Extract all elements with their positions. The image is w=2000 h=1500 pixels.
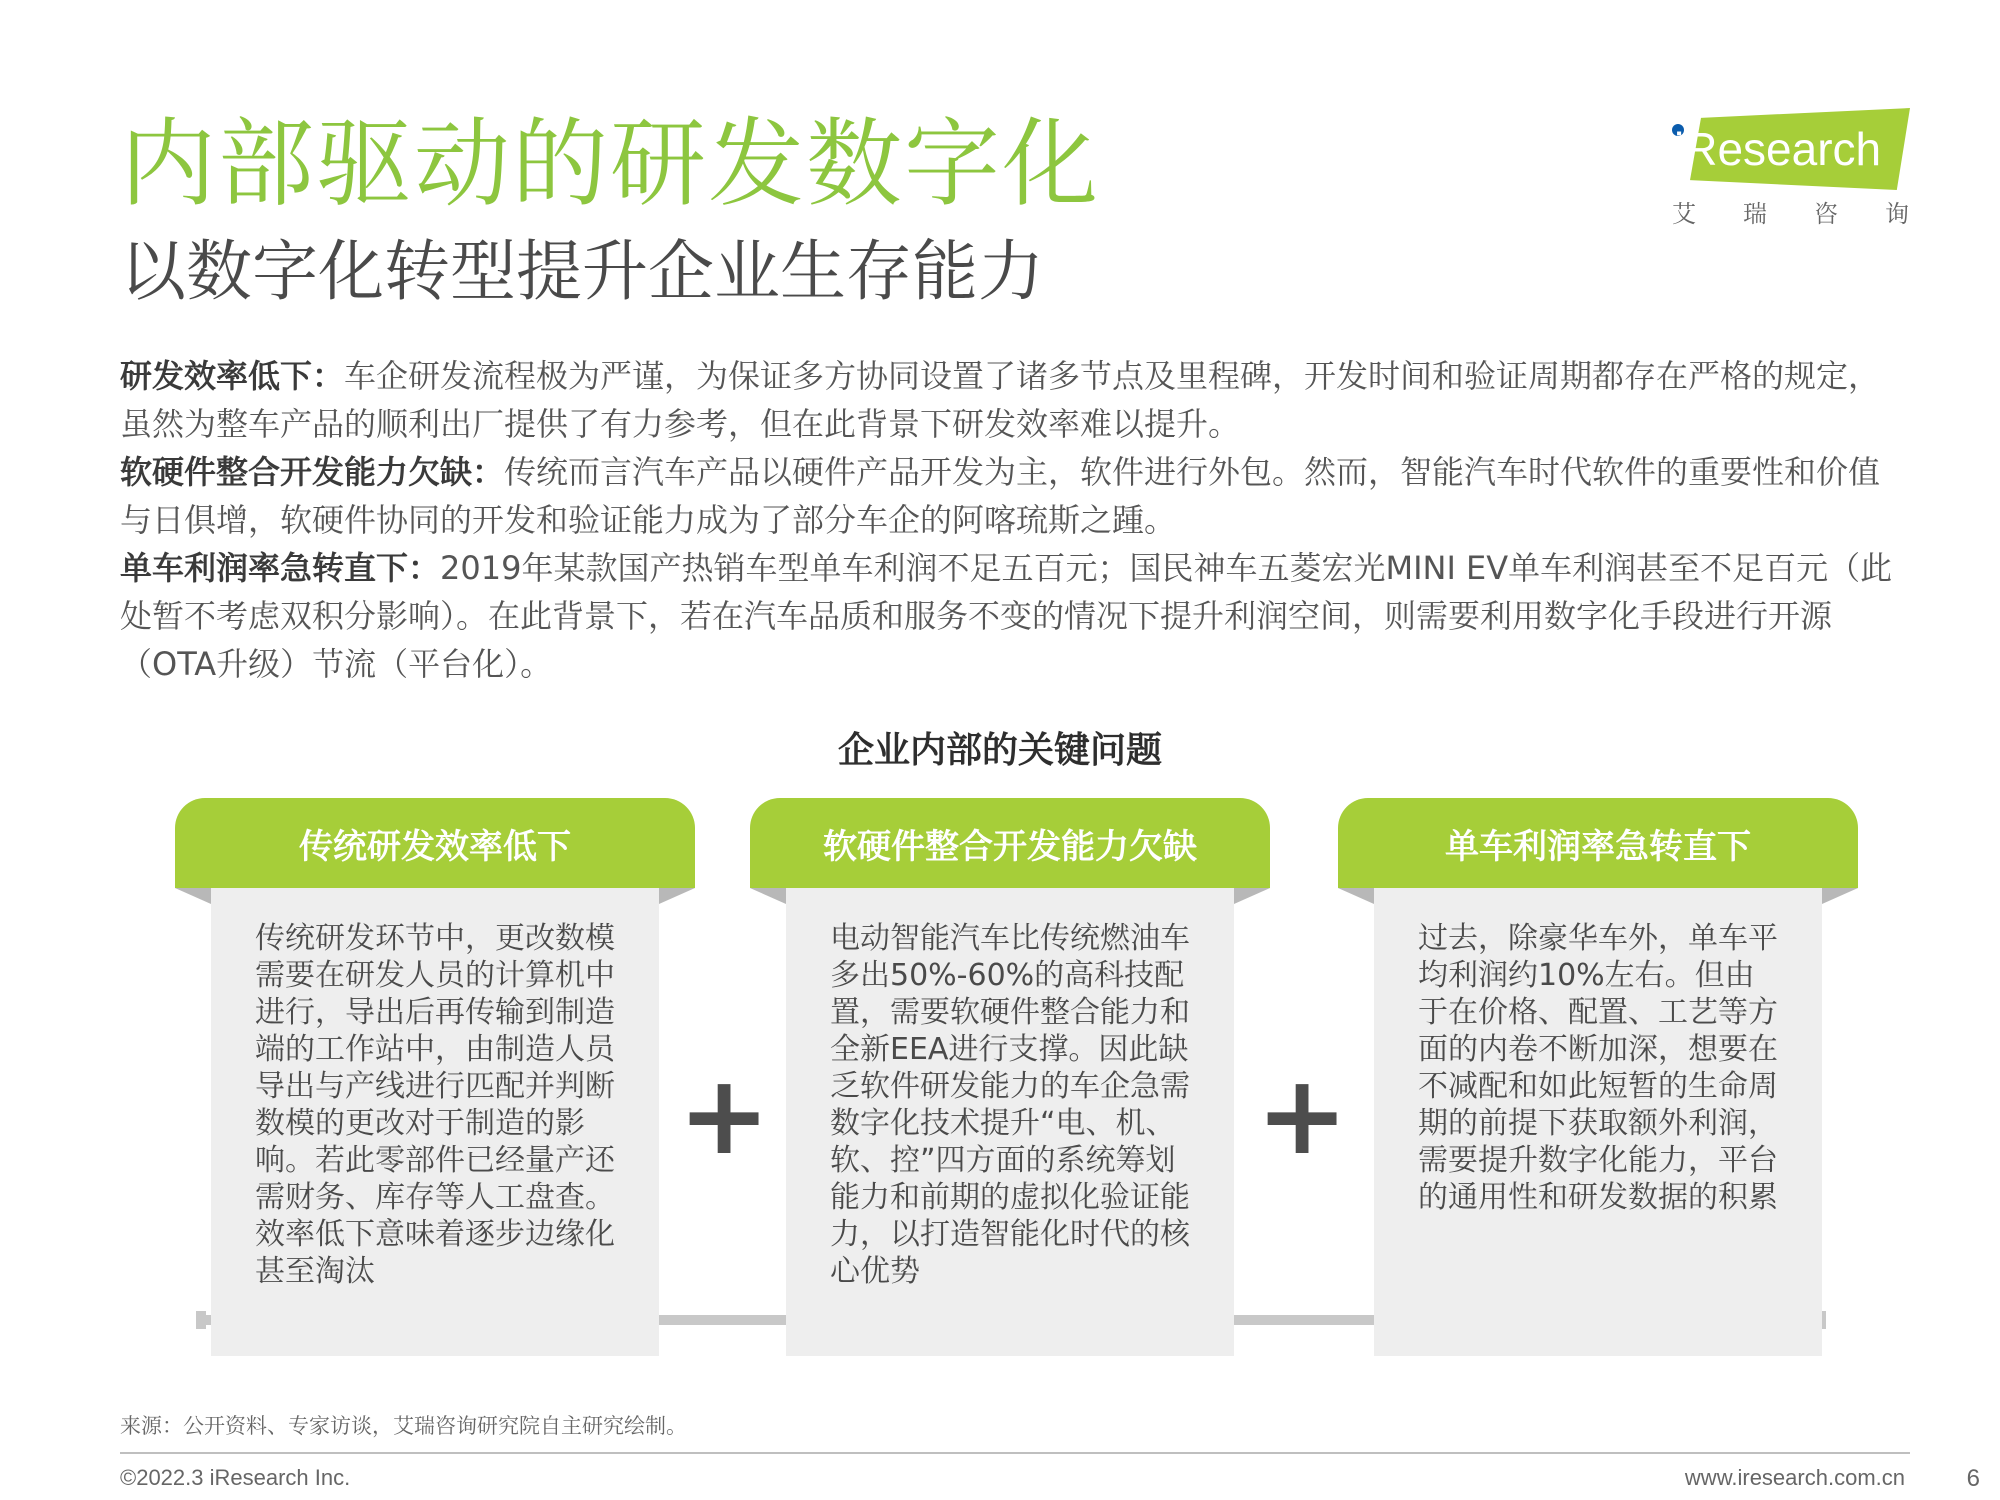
paragraph-body: 2019年某款国产热销车型单车利润不足五百元；国民神车五菱宏光MINI EV单车利润甚至不足百元（此处暂不考虑双积分影响）。在此背景下，若在汽车品质和服务不变的情况下提升利润空间，则需要利用数字化手段进行开源（OTA升级）节流（平台化）。	[120, 549, 1893, 683]
card-fold-left	[1338, 888, 1374, 904]
card-fold-left	[750, 888, 786, 904]
section-title: 企业内部的关键问题	[837, 730, 1162, 771]
card-header: 单车利润率急转直下	[1338, 798, 1858, 888]
card-fold-left	[175, 888, 211, 904]
source-note: 来源：公开资料、专家访谈，艾瑞咨询研究院自主研究绘制。	[120, 1414, 687, 1438]
paragraph-lead: 软硬件整合开发能力欠缺：	[120, 453, 505, 491]
logo-text: iResearch	[1674, 123, 1882, 175]
plus-icon: +	[678, 1051, 771, 1179]
paragraph-rd-efficiency	[120, 352, 1910, 448]
page-title: 内部驱动的研发数字化	[120, 108, 1100, 220]
logo-chinese-name: 艾瑞咨询	[1672, 200, 1956, 228]
paragraph-lead: 单车利润率急转直下：	[120, 549, 441, 587]
plus-icon: +	[1256, 1051, 1349, 1179]
paragraph-body: 传统而言汽车产品以硬件产品开发为主，软件进行外包。然而，智能汽车时代软件的重要性和价值与日俱增，软硬件协同的开发和验证能力成为了部分车企的阿喀琉斯之踵。	[120, 453, 1881, 539]
card-fold-right	[659, 888, 695, 904]
footer-divider	[120, 1452, 1910, 1454]
card-fold-right	[1234, 888, 1270, 904]
issue-card-rd-efficiency	[175, 798, 695, 1360]
intro-paragraphs	[120, 352, 1910, 688]
copyright-text: ©2022.3 iResearch Inc.	[120, 1465, 351, 1490]
card-text: 电动智能汽车比传统燃油车多出50%-60%的高科技配置，需要软硬件整合能力和全新EEA进行支撑。因此缺乏软件研发能力的车企急需数字化技术提升“电、机、软、控”四方面的系统筹划能力和前期的虚拟化验证能力，以打造智能化时代的核心优势	[830, 921, 1190, 1289]
card-text: 传统研发环节中，更改数模需要在研发人员的计算机中进行，导出后再传输到制造端的工作站中，由制造人员导出与产线进行匹配并判断数模的更改对于制造的影响。若此零部件已经量产还需财务、库存等人工盘查。效率低下意味着逐步边缘化甚至淘汰	[255, 921, 615, 1289]
card-header: 传统研发效率低下	[175, 798, 695, 888]
page-subtitle: 以数字化转型提升企业生存能力	[120, 233, 1044, 310]
paragraph-body: 车企研发流程极为严谨，为保证多方协同设置了诸多节点及里程碑，开发时间和验证周期都存在严格的规定，虽然为整车产品的顺利出厂提供了有力参考，但在此背景下研发效率难以提升。	[120, 357, 1881, 443]
paragraph-lead: 研发效率低下：	[120, 357, 345, 395]
card-header: 软硬件整合开发能力欠缺	[750, 798, 1270, 888]
issue-card-profit-margin	[1338, 798, 1858, 1360]
issue-card-software-hardware	[750, 798, 1270, 1360]
iresearch-logo	[1660, 104, 1956, 234]
card-fold-right	[1822, 888, 1858, 904]
paragraph-profit-margin	[120, 544, 1910, 688]
card-text: 过去，除豪华车外，单车平均利润约10%左右。但由于在价格、配置、工艺等方面的内卷不断加深，想要在不减配和如此短暂的生命周期的前提下获取额外利润，需要提升数字化能力，平台的通用性和研发数据的积累	[1418, 921, 1778, 1215]
page-number: 6	[1966, 1465, 1980, 1492]
website-link[interactable]: www.iresearch.com.cn	[1684, 1465, 1905, 1490]
paragraph-software-hardware	[120, 448, 1910, 544]
